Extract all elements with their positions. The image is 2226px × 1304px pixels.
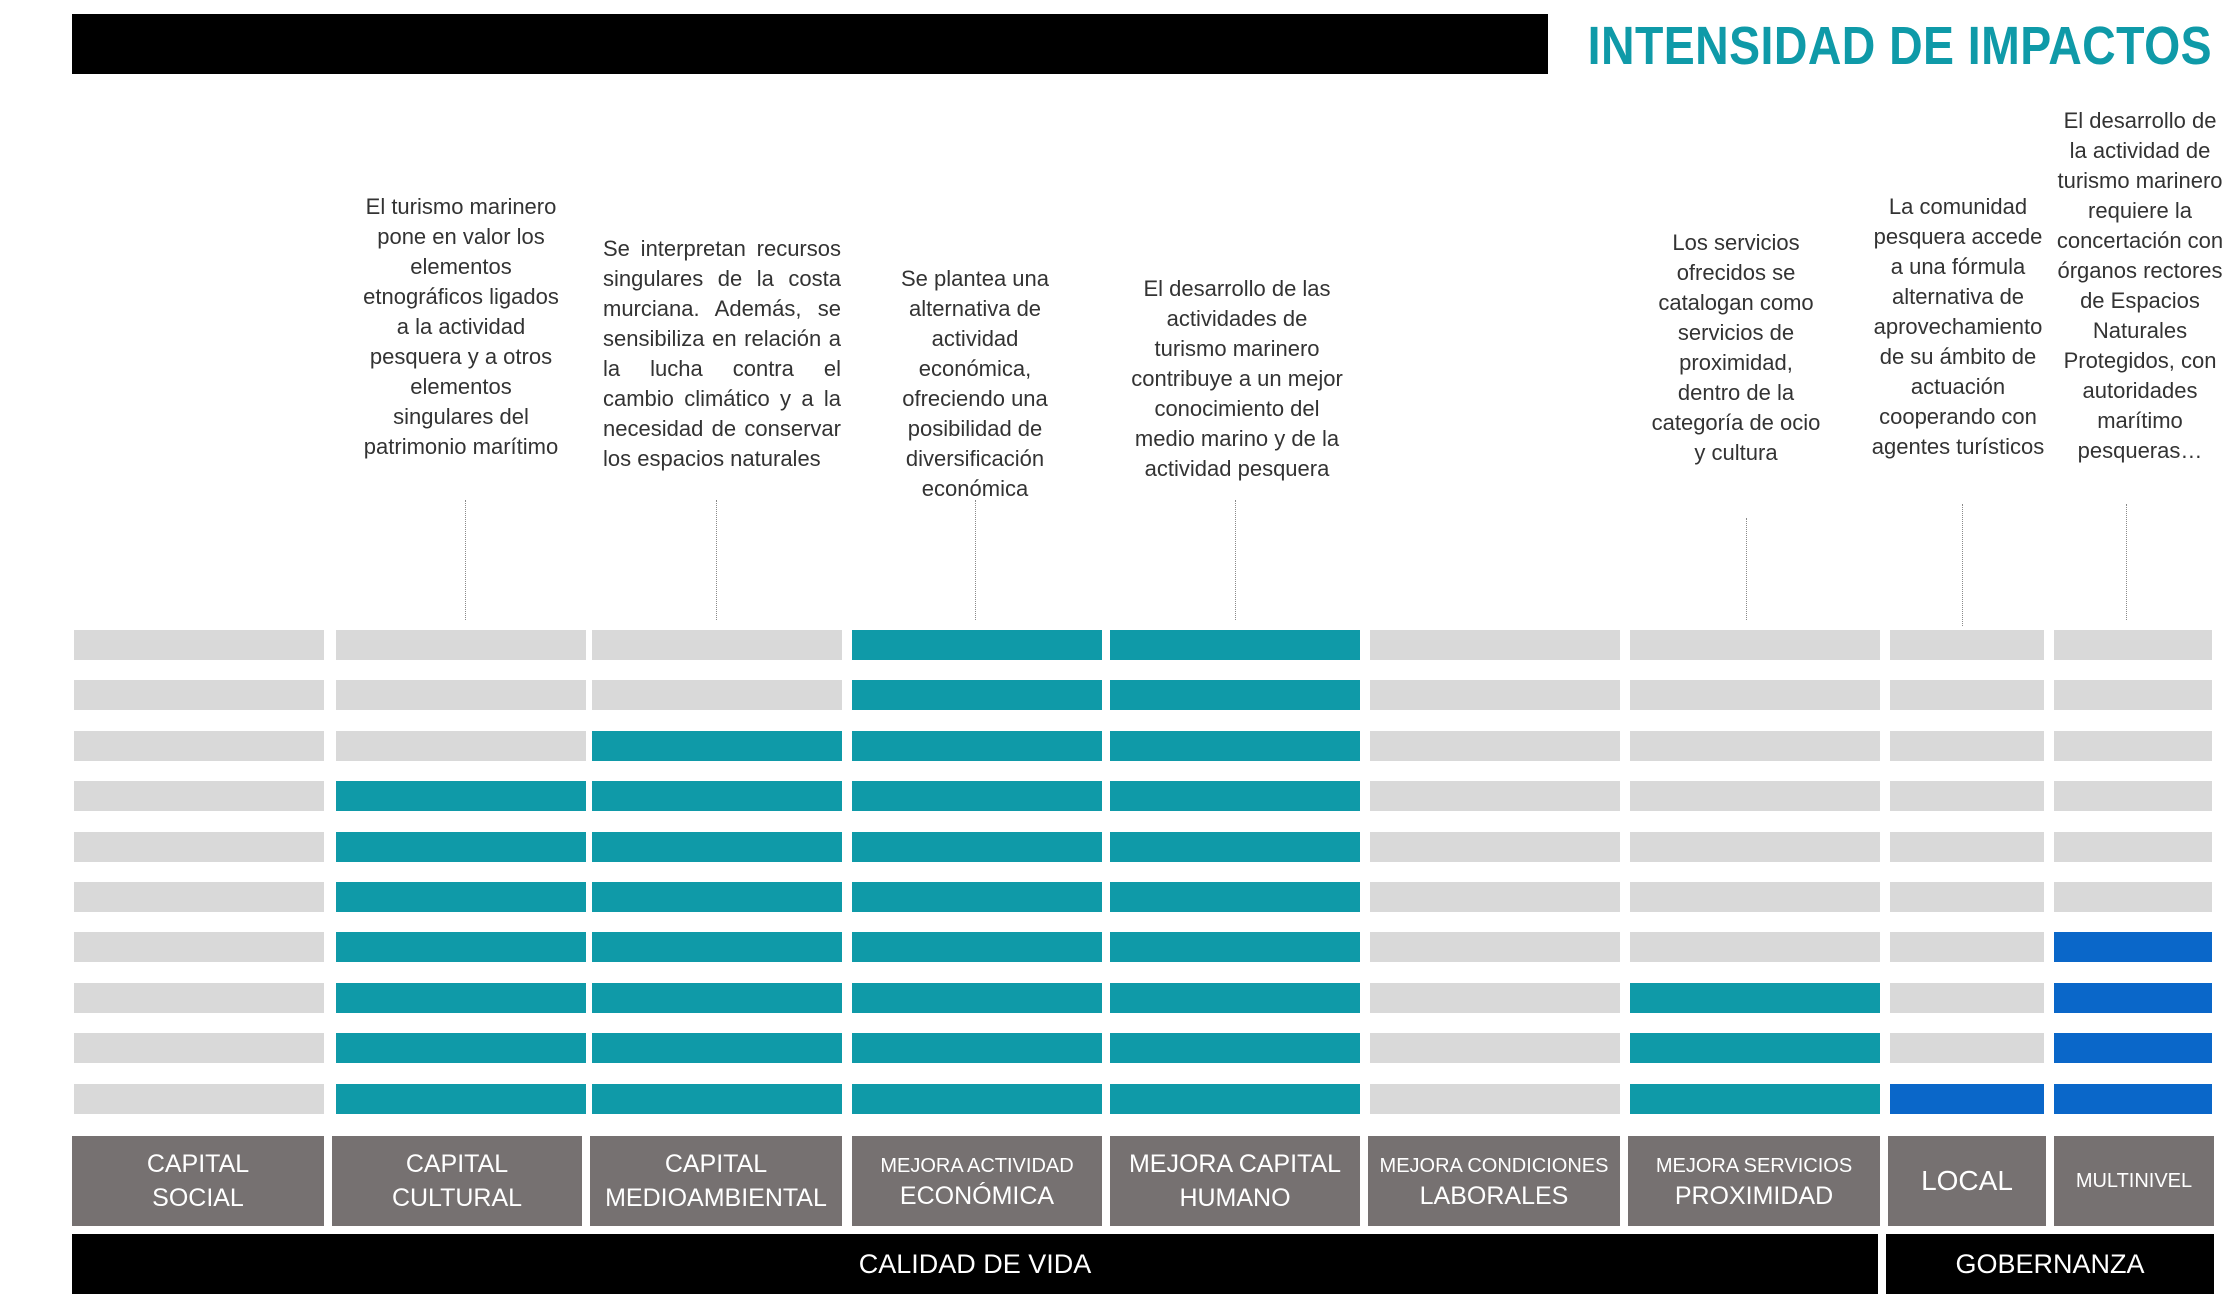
bar-mejora-capital-humano-level-4 (1110, 932, 1360, 962)
bar-multinivel-level-1 (2054, 1084, 2212, 1114)
bar-capital-social-level-3 (74, 983, 324, 1013)
bar-multinivel-level-3 (2054, 983, 2212, 1013)
bar-multinivel-level-4 (2054, 932, 2212, 962)
bar-multinivel-level-9 (2054, 680, 2212, 710)
bar-multinivel-level-8 (2054, 731, 2212, 761)
bar-mejora-condiciones-laborales-level-3 (1370, 983, 1620, 1013)
bar-mejora-capital-humano-level-7 (1110, 781, 1360, 811)
label-capital-humano: MEJORA CAPITAL HUMANO (1110, 1136, 1360, 1226)
bar-capital-cultural-level-8 (336, 731, 586, 761)
bar-mejora-capital-humano-level-10 (1110, 630, 1360, 660)
bar-mejora-servicios-proximidad-level-3 (1630, 983, 1880, 1013)
label-condiciones-laborales: MEJORA CONDICIONES LABORALES (1368, 1136, 1620, 1226)
bar-capital-social-level-4 (74, 932, 324, 962)
label-servicios-proximidad: MEJORA SERVICIOS PROXIMIDAD (1628, 1136, 1880, 1226)
bar-local-level-5 (1890, 882, 2044, 912)
bar-local-level-3 (1890, 983, 2044, 1013)
bar-mejora-actividad-economica-level-9 (852, 680, 1102, 710)
bar-mejora-actividad-economica-level-1 (852, 1084, 1102, 1114)
bar-mejora-condiciones-laborales-level-9 (1370, 680, 1620, 710)
label-capital-medioambiental: CAPITAL MEDIOAMBIENTAL (590, 1136, 842, 1226)
bar-local-level-7 (1890, 781, 2044, 811)
bar-capital-medioambiental-level-5 (592, 882, 842, 912)
bar-local-level-8 (1890, 731, 2044, 761)
bar-capital-cultural-level-6 (336, 832, 586, 862)
bar-mejora-actividad-economica-level-5 (852, 882, 1102, 912)
connector-capital-medioambiental (716, 500, 717, 620)
label-capital-cultural: CAPITAL CULTURAL (332, 1136, 582, 1226)
connector-capital-cultural (465, 500, 466, 620)
bar-capital-social-level-8 (74, 731, 324, 761)
description-local: La comunidad pesquera accede a una fórmula alternativa de aprovechamiento de su ámbito de actuación cooperando con agentes turísticos (1871, 194, 2045, 459)
bar-mejora-servicios-proximidad-level-10 (1630, 630, 1880, 660)
bar-mejora-servicios-proximidad-level-7 (1630, 781, 1880, 811)
bar-capital-social-level-7 (74, 781, 324, 811)
connector-servicios-proximidad (1746, 518, 1747, 620)
bar-multinivel-level-6 (2054, 832, 2212, 862)
top-black-bar (72, 14, 1548, 74)
bar-capital-medioambiental-level-2 (592, 1033, 842, 1063)
bar-capital-cultural-level-4 (336, 932, 586, 962)
bar-mejora-condiciones-laborales-level-5 (1370, 882, 1620, 912)
bar-mejora-capital-humano-level-3 (1110, 983, 1360, 1013)
bar-mejora-capital-humano-level-9 (1110, 680, 1360, 710)
bar-capital-social-level-6 (74, 832, 324, 862)
description-servicios-proximidad: Los servicios ofrecidos se catalogan como servicios de proximidad, dentro de la categoría de ocio y cultura (1651, 230, 1821, 465)
bar-mejora-actividad-economica-level-8 (852, 731, 1102, 761)
bar-capital-social-level-2 (74, 1033, 324, 1063)
label-capital-social: CAPITAL SOCIAL (72, 1136, 324, 1226)
bar-capital-medioambiental-level-1 (592, 1084, 842, 1114)
bar-multinivel-level-2 (2054, 1033, 2212, 1063)
bar-capital-medioambiental-level-4 (592, 932, 842, 962)
label-multinivel: MULTINIVEL (2054, 1136, 2214, 1226)
bar-mejora-actividad-economica-level-6 (852, 832, 1102, 862)
bar-mejora-condiciones-laborales-level-10 (1370, 630, 1620, 660)
description-capital-medioambiental: Se interpretan recursos singulares de la costa murciana. Además, se sensibiliza en relación a la lucha contra el cambio climático y a la necesidad de conservar los espacios naturales (603, 236, 841, 471)
bar-capital-medioambiental-level-9 (592, 680, 842, 710)
bar-mejora-condiciones-laborales-level-6 (1370, 832, 1620, 862)
description-capital-cultural: El turismo marinero pone en valor los elementos etnográficos ligados a la actividad pesquera y a otros elementos singulares del patrimonio marítimo (363, 194, 559, 459)
bar-mejora-servicios-proximidad-level-2 (1630, 1033, 1880, 1063)
description-capital-humano: El desarrollo de las actividades de turismo marinero contribuye a un mejor conocimiento del medio marino y de la actividad pesquera (1131, 276, 1343, 481)
bar-mejora-condiciones-laborales-level-2 (1370, 1033, 1620, 1063)
bar-mejora-condiciones-laborales-level-1 (1370, 1084, 1620, 1114)
chart-title: INTENSIDAD DE IMPACTOS (1587, 16, 2212, 76)
bar-multinivel-level-5 (2054, 882, 2212, 912)
bar-mejora-servicios-proximidad-level-8 (1630, 731, 1880, 761)
bar-capital-social-level-1 (74, 1084, 324, 1114)
label-local: LOCAL (1888, 1136, 2046, 1226)
bar-mejora-condiciones-laborales-level-8 (1370, 731, 1620, 761)
bar-capital-cultural-level-3 (336, 983, 586, 1013)
bar-capital-medioambiental-level-6 (592, 832, 842, 862)
description-multinivel: El desarrollo de la actividad de turismo marinero requiere la concertación con órganos rectores de Espacios Naturales Protegidos, con autoridades marítimo pesqueras… (2056, 108, 2224, 463)
bar-local-level-10 (1890, 630, 2044, 660)
bar-multinivel-level-7 (2054, 781, 2212, 811)
bar-mejora-servicios-proximidad-level-9 (1630, 680, 1880, 710)
bar-capital-cultural-level-7 (336, 781, 586, 811)
bar-capital-cultural-level-2 (336, 1033, 586, 1063)
connector-actividad-economica (975, 500, 976, 620)
bar-capital-medioambiental-level-8 (592, 731, 842, 761)
bar-mejora-actividad-economica-level-4 (852, 932, 1102, 962)
bar-capital-medioambiental-level-10 (592, 630, 842, 660)
bar-mejora-capital-humano-level-6 (1110, 832, 1360, 862)
bar-local-level-6 (1890, 832, 2044, 862)
bar-mejora-capital-humano-level-2 (1110, 1033, 1360, 1063)
bar-capital-social-level-5 (74, 882, 324, 912)
bar-capital-medioambiental-level-3 (592, 983, 842, 1013)
bar-mejora-capital-humano-level-5 (1110, 882, 1360, 912)
bar-mejora-condiciones-laborales-level-4 (1370, 932, 1620, 962)
bar-capital-medioambiental-level-7 (592, 781, 842, 811)
bar-capital-cultural-level-5 (336, 882, 586, 912)
description-actividad-economica: Se plantea una alternativa de actividad económica, ofreciendo una posibilidad de diversificación económica (900, 266, 1050, 501)
bar-mejora-capital-humano-level-8 (1110, 731, 1360, 761)
bar-mejora-servicios-proximidad-level-6 (1630, 832, 1880, 862)
bar-mejora-servicios-proximidad-level-1 (1630, 1084, 1880, 1114)
label-actividad-economica: MEJORA ACTIVIDAD ECONÓMICA (852, 1136, 1102, 1226)
bar-mejora-condiciones-laborales-level-7 (1370, 781, 1620, 811)
group-gobernanza: GOBERNANZA (1886, 1234, 2214, 1294)
connector-capital-humano (1235, 500, 1236, 620)
bar-mejora-actividad-economica-level-10 (852, 630, 1102, 660)
bar-mejora-capital-humano-level-1 (1110, 1084, 1360, 1114)
bar-capital-cultural-level-9 (336, 680, 586, 710)
bar-capital-cultural-level-10 (336, 630, 586, 660)
bar-capital-social-level-10 (74, 630, 324, 660)
bar-local-level-4 (1890, 932, 2044, 962)
bar-mejora-servicios-proximidad-level-4 (1630, 932, 1880, 962)
bar-local-level-9 (1890, 680, 2044, 710)
bar-mejora-actividad-economica-level-3 (852, 983, 1102, 1013)
connector-multinivel (2126, 504, 2127, 620)
bar-local-level-1 (1890, 1084, 2044, 1114)
bar-mejora-actividad-economica-level-2 (852, 1033, 1102, 1063)
bar-capital-social-level-9 (74, 680, 324, 710)
bar-multinivel-level-10 (2054, 630, 2212, 660)
bar-mejora-servicios-proximidad-level-5 (1630, 882, 1880, 912)
connector-local (1962, 504, 1963, 626)
group-calidad-de-vida: CALIDAD DE VIDA (72, 1234, 1878, 1294)
bar-capital-cultural-level-1 (336, 1084, 586, 1114)
bar-local-level-2 (1890, 1033, 2044, 1063)
bar-mejora-actividad-economica-level-7 (852, 781, 1102, 811)
